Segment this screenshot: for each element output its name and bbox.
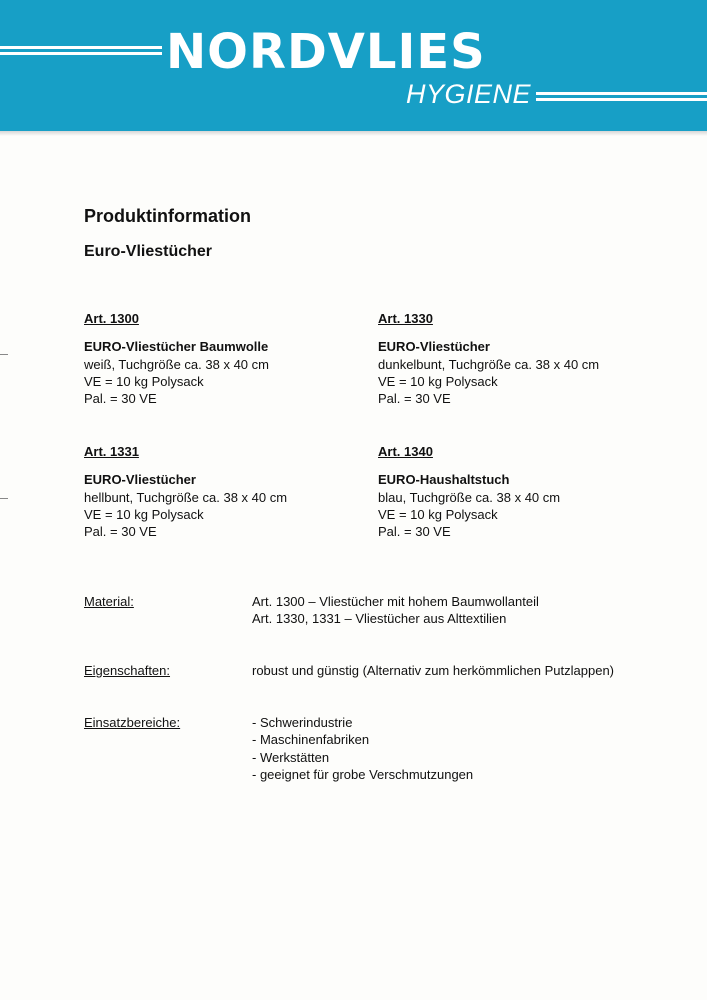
- article-description: dunkelbunt, Tuchgröße ca. 38 x 40 cm: [378, 356, 600, 372]
- article-packaging: VE = 10 kg Polysack: [378, 373, 498, 389]
- spec-value: - Werkstätten: [252, 749, 330, 765]
- article-1330: [378, 310, 668, 407]
- spec-value: - Schwerindustrie: [252, 715, 353, 730]
- article-packaging: VE = 10 kg Polysack: [378, 506, 498, 522]
- article-number: Art. 1331: [84, 444, 139, 459]
- article-number: Art. 1340: [378, 444, 433, 459]
- article-name: EURO-Haushaltstuch: [378, 472, 510, 488]
- brand-header: [0, 0, 707, 131]
- article-1340: [378, 443, 668, 540]
- page-title: Produktinformation: [84, 206, 251, 226]
- brand-logo-text: NORDVLIES: [166, 24, 486, 80]
- spec-value: Art. 1300 – Vliestücher mit hohem Baumwollanteil: [252, 594, 539, 609]
- spec-values: [252, 593, 672, 628]
- page-subtitle: Euro-Vliestücher: [84, 243, 213, 260]
- article-name: EURO-Vliestücher: [84, 472, 196, 488]
- spec-value: - geeignet für grobe Verschmutzungen: [252, 766, 474, 782]
- spec-value: Art. 1330, 1331 – Vliestücher aus Alttextilien: [252, 611, 507, 627]
- article-description: blau, Tuchgröße ca. 38 x 40 cm: [378, 489, 561, 505]
- logo-stripes-left: [0, 46, 162, 58]
- spec-label: Material:: [84, 594, 134, 609]
- article-pallet: Pal. = 30 VE: [84, 524, 157, 540]
- header-shadow: [0, 131, 707, 136]
- article-1300: [84, 310, 374, 407]
- article-pallet: Pal. = 30 VE: [84, 391, 157, 407]
- article-packaging: VE = 10 kg Polysack: [84, 506, 204, 522]
- article-1331: [84, 443, 374, 540]
- margin-fold-mark: [0, 354, 8, 355]
- article-pallet: Pal. = 30 VE: [378, 391, 451, 407]
- spec-values: [252, 714, 672, 783]
- spec-value: - Maschinenfabriken: [252, 732, 370, 748]
- article-description: hellbunt, Tuchgröße ca. 38 x 40 cm: [84, 489, 288, 505]
- article-name: EURO-Vliestücher: [378, 339, 490, 355]
- spec-label: Eigenschaften:: [84, 663, 171, 678]
- brand-sub-text: HYGIENE: [406, 79, 532, 109]
- article-name: EURO-Vliestücher Baumwolle: [84, 339, 269, 355]
- margin-fold-mark: [0, 498, 8, 499]
- article-number: Art. 1300: [84, 311, 139, 326]
- spec-value: robust und günstig (Alternativ zum herkömmlichen Putzlappen): [252, 663, 615, 678]
- spec-label: Einsatzbereiche:: [84, 715, 181, 730]
- article-pallet: Pal. = 30 VE: [378, 524, 451, 540]
- article-number: Art. 1330: [378, 311, 433, 326]
- article-packaging: VE = 10 kg Polysack: [84, 373, 204, 389]
- article-description: weiß, Tuchgröße ca. 38 x 40 cm: [84, 356, 269, 372]
- logo-stripes-right: [536, 92, 707, 104]
- spec-values: [252, 662, 672, 679]
